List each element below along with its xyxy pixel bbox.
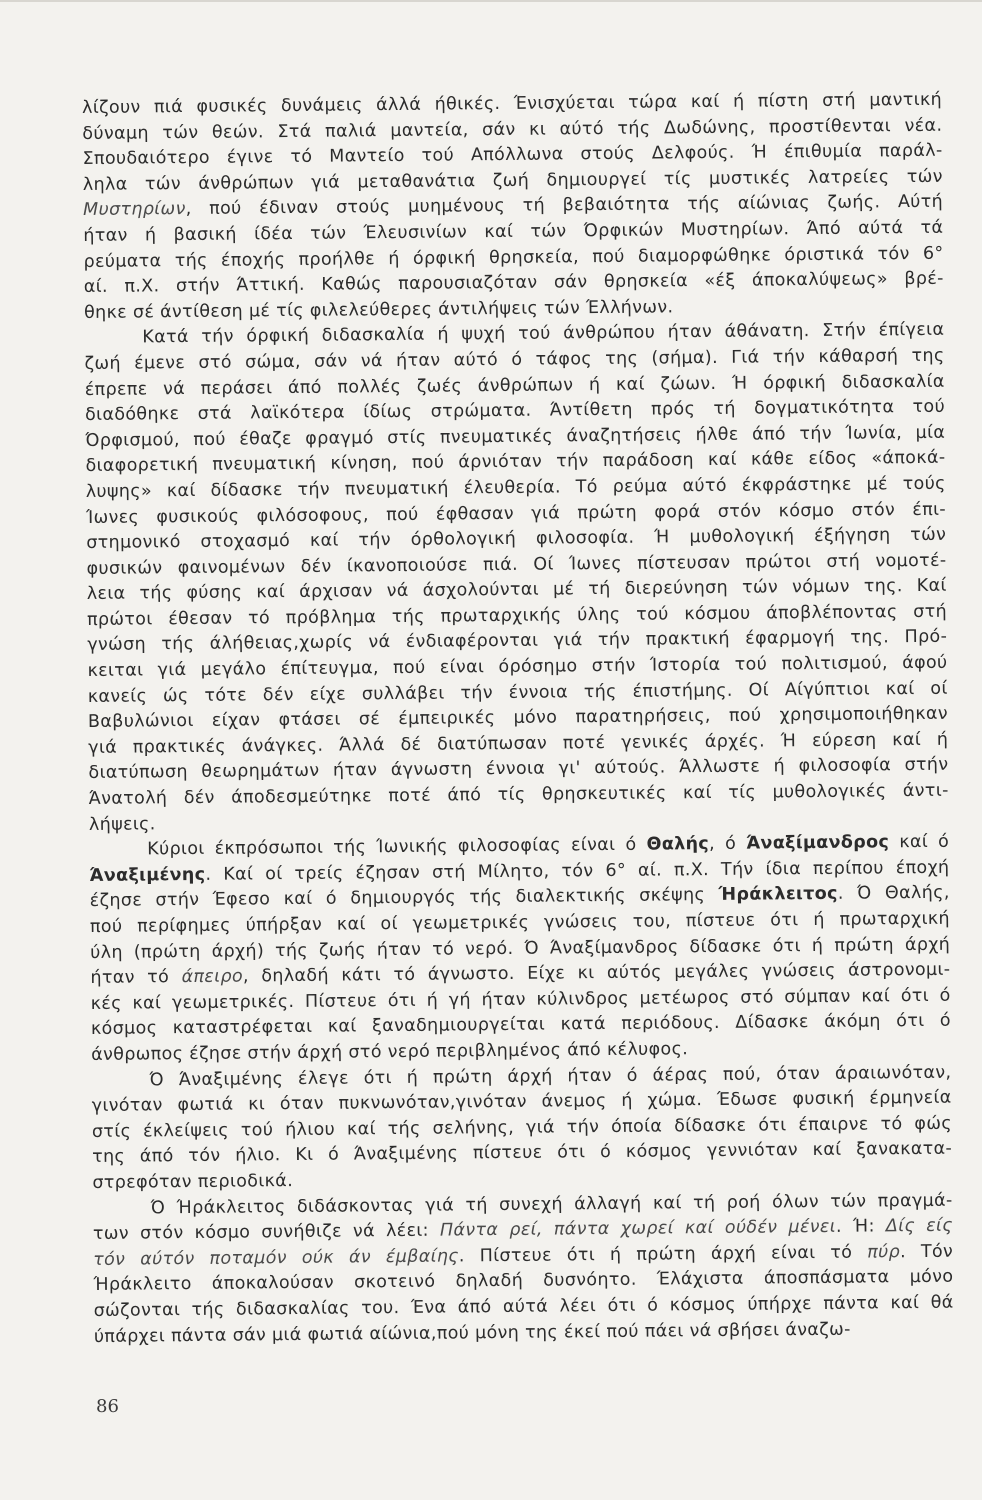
text-line: διατύπωση θεωρημάτων ήταν άγνωστη έννοια γι' αύτούς. Άλλωστε ή φιλοσοφία στήν xyxy=(88,755,949,784)
text-line: Κύριοι έκπρόσωποι τής Ίωνικής φιλοσοφίας είναι ό Θαλής, ό Άναξίμανδρος καί ό xyxy=(147,831,950,860)
text-line: γνώση τής άλήθειας,χωρίς νά ένδιαφέρονται γιά τήν πρακτική έφαρμογή της. Πρό- xyxy=(87,627,948,656)
text-line: φυσικών φαινομένων δέν ίκανοποιούσε πιά. Οί Ίωνες πίστευσαν πρώτοι στή νομοτέ- xyxy=(86,550,947,579)
text-line: Ό Ήράκλειτος διδάσκοντας γιά τή συνεχή άλλαγή καί τή ροή όλων τών πραγμά- xyxy=(150,1190,953,1218)
text-line: πρώτοι έθεσαν τό πρόβλημα τής πρωταρχικής ύλης τού κόσμου άποβλέποντας στή xyxy=(86,601,948,630)
text-line: λεια τής φύσης καί άρχισαν νά άσχολούνται μέ τή διερεύνηση τών νόμων της. Καί xyxy=(86,576,947,605)
text-line: ληλα τών άνθρώπων γιά μεταθανάτια ζωή δημιουργεί τίς μυστικές λατρείες τών xyxy=(82,166,943,195)
text-line: Σπουδαιότερο έγινε τό Μαντείο τού Απόλλωνα στούς Δελφούς. Ή έπιθυμία παράλ- xyxy=(82,140,943,170)
text-line: ήταν τό άπειρο, δηλαδή κάτι τό άγνωστο. Είχε κι αύτός μεγάλες γνώσεις άστρονομι- xyxy=(90,959,951,989)
document-page xyxy=(82,88,955,1446)
italic-phrase: άπειρο xyxy=(181,966,244,988)
text-line: Κατά τήν όρφική διδασκαλία ή ψυχή τού άνθρώπου ήταν άθάνατη. Στήν έπίγεια xyxy=(142,320,945,348)
text-line: κανείς ώς τότε δέν είχε συλλάβει τήν έννοια τής έπιστήμης. Οί Αίγύπτιοι καί οί xyxy=(87,678,948,707)
paragraph-3 xyxy=(89,830,951,1069)
text-line: Ίωνες φυσικούς φιλόσοφους, πού έφθασαν γιά πρώτη φορά στόν κόσμο στόν έπι- xyxy=(85,499,947,528)
italic-phrase: τόν αύτόν ποταμόν ούκ άν έμβαίης xyxy=(93,1246,459,1270)
text-line: Άναξιμένης. Καί οί τρείς έζησαν στή Μίλητο, τόν 6° αί. π.Χ. Τήν ίδια περίπου έποχή xyxy=(89,857,950,886)
text-line: Όρφισμού, πού έθαζε φραγμό στίς πνευματικές άναζητήσεις ήλθε άπό τήν Ίωνία, μία xyxy=(85,422,946,451)
text-line: σώζονται τής διδασκαλίας του. Ένα άπό αύτά λέει ότι ό κόσμος ύπήρχε πάντα καί θά xyxy=(93,1292,954,1321)
text-line: στίς έκλείψεις τού ήλιου καί τής σελήνης, γιά τήν όποία δίδασκε ότι έπαιρνε τό φώς xyxy=(91,1113,952,1142)
text-line: λήψεις. xyxy=(88,813,156,835)
text-line: ύπάρχει πάντα σάν μιά φωτιά αίώνια,πού μόνη της έκεί πού πάει νά σβήσει άναζω- xyxy=(93,1319,851,1347)
text-line: τόν αύτόν ποταμόν ούκ άν έμβαίης. Πίστευε ότι ή πρώτη άρχή είναι τό πύρ. Τόν xyxy=(93,1241,954,1270)
paragraph-5 xyxy=(93,1188,954,1350)
text-line: αί. π.Χ. στήν Άττική. Καθώς παρουσιαζόταν σάν θρησκεία «έξ άποκαλύψεως» βρέ- xyxy=(83,268,944,298)
bold-name: Άναξιμένης xyxy=(89,864,206,886)
italic-phrase: Πάντα ρεί, πάντα χωρεί καί ούδέν μένει xyxy=(439,1216,837,1241)
bold-name: Άναξίμανδρος xyxy=(746,832,890,854)
text-line: γιά πρακτικές άνάγκες. Άλλά δέ διατύπωσαν ποτέ γενικές άρχές. Ή εύρεση καί ή xyxy=(88,729,949,758)
text-line: Ό Άναξιμένης έλεγε ότι ή πρώτη άρχή ήταν ό άέρας πού, όταν άραιωνόταν, xyxy=(149,1062,952,1090)
italic-phrase: Δίς είς xyxy=(885,1215,953,1237)
text-line: Ήράκλειτο άποκαλούσαν σκοτεινό δηλαδή δυσνόητο. Έλάχιστα άποσπάσματα μόνο xyxy=(93,1267,954,1296)
text-line: στημονικό στοχασμό καί τήν όρθολογική φιλοσοφία. Ή μυθολογική έξήγηση τών xyxy=(86,524,947,554)
text-line: πού περίφημες ύπήρξαν καί οί γεωμετρικές γνώσεις του, πίστευε ότι ή πρωταρχική xyxy=(89,908,951,937)
bold-name: Ήράκλειτος xyxy=(718,884,838,906)
text-line: ύλη (πρώτη άρχή) τής ζωής ήταν τό νερό. Ό Άναξίμανδρος δίδασκε ότι ή πρώτη άρχή xyxy=(90,934,951,963)
paragraph-2 xyxy=(84,318,949,838)
bold-name: Θαλής xyxy=(646,834,710,855)
text-line: κές καί γεωμετρικές. Πίστευε ότι ή γή ήταν κύλινδρος μετέωρος στό σύμπαν καί ότι ό xyxy=(90,985,951,1014)
text-line: γινόταν φωτιά κι όταν πυκνωνόταν,γινόταν άνεμος ή χώμα. Έδωσε φυσική έρμηνεία xyxy=(91,1087,952,1117)
paragraph-4 xyxy=(91,1060,952,1196)
page-number: 86 xyxy=(96,1396,119,1417)
text-line: ζωή έμενε στό σώμα, σάν νά ήταν αύτό ό τάφος της (σήμα). Γιά τήν κάθαρσή της xyxy=(84,345,945,374)
italic-phrase: πύρ xyxy=(867,1241,901,1263)
text-line: ήταν ή βασική ίδέα τών Έλευσινίων καί τών Όρφικών Μυστηρίων. Άπό αύτά τά xyxy=(83,217,944,246)
text-line: κειται γιά μεγάλο έπίτευγμα, πού είναι όρόσημο στήν Ίστορία τού πολιτισμού, άφού xyxy=(87,652,948,682)
text-line: θηκε σέ άντίθεση μέ τίς φιλελεύθερες άντιλήψεις τών Έλλήνων. xyxy=(83,297,674,323)
text-line: δύναμη τών θεών. Στά παλιά μαντεία, σάν κι αύτό τής Δωδώνης, προστίθενται νέα. xyxy=(82,115,943,144)
text-line: των στόν κόσμο συνήθιζε νά λέει: Πάντα ρεί, πάντα χωρεί καί ούδέν μένει. Ή: Δίς είς xyxy=(92,1215,953,1245)
text-line: στρεφόταν περιοδικά. xyxy=(92,1170,294,1193)
text-line: έζησε στήν Έφεσο καί ό δημιουργός τής διαλεκτικής σκέψης Ήράκλειτος. Ό Θαλής, xyxy=(89,883,950,912)
text-line: κόσμος καταστρέφεται καί ξαναδημιουργείται κατά περιόδους. Δίδασκε άκόμη ότι ό xyxy=(90,1011,952,1040)
italic-phrase: Μυστηρίων xyxy=(83,199,186,221)
text-line: Μυστηρίων, πού έδιναν στούς μυημένους τή βεβαιότητα τής αίώνιας ζωής. Αύτή xyxy=(83,192,944,221)
text-line: λίζουν πιά φυσικές δυνάμεις άλλά ήθικές. Ένισχύεται τώρα καί ή πίστη στή μαντική xyxy=(82,89,943,118)
text-line: Άνατολή δέν άποδεσμεύτηκε ποτέ άπό τίς θρησκευτικές καί τίς μυθολογικές άντι- xyxy=(88,780,949,809)
text-line: Βαβυλώνιοι είχαν φτάσει σέ έμπειρικές μόνο παρατηρήσεις, πού χρησιμοποιήθηκαν xyxy=(87,703,949,733)
text-line: λυψης» καί δίδασκε τήν πνευματική έλευθερία. Τό ρεύμα αύτό έκφράστηκε μέ τούς xyxy=(85,473,946,502)
page-edge-line xyxy=(0,0,982,2)
text-line: έπρεπε νά περάσει άπό πολλές ζωές άνθρώπων ή καί ζώων. Ή όρφική διδασκαλία xyxy=(84,371,945,400)
paragraph-1 xyxy=(82,88,944,327)
text-line: διαδόθηκε στά λαϊκότερα ίδίως στρώματα. Άντίθετη πρός τή δογματικότητα τού xyxy=(84,396,946,426)
text-line: ρεύματα τής έποχής προήλθε ή όρφική θρησκεία, πού διαμορφώθηκε όριστικά τόν 6° xyxy=(83,243,944,272)
text-line: διαφορετική πνευματική κίνηση, πού άρνιόταν τήν παράδοση καί κάθε είδος «άποκά- xyxy=(85,448,946,477)
text-line: της άπό τόν ήλιο. Κι ό Άναξιμένης πίστευε ότι ό κόσμος γεννιόταν καί ξανακατα- xyxy=(92,1139,953,1168)
text-line: άνθρωπος έζησε στήν άρχή στό νερό περιβλημένος άπό κέλυφος. xyxy=(91,1039,689,1065)
